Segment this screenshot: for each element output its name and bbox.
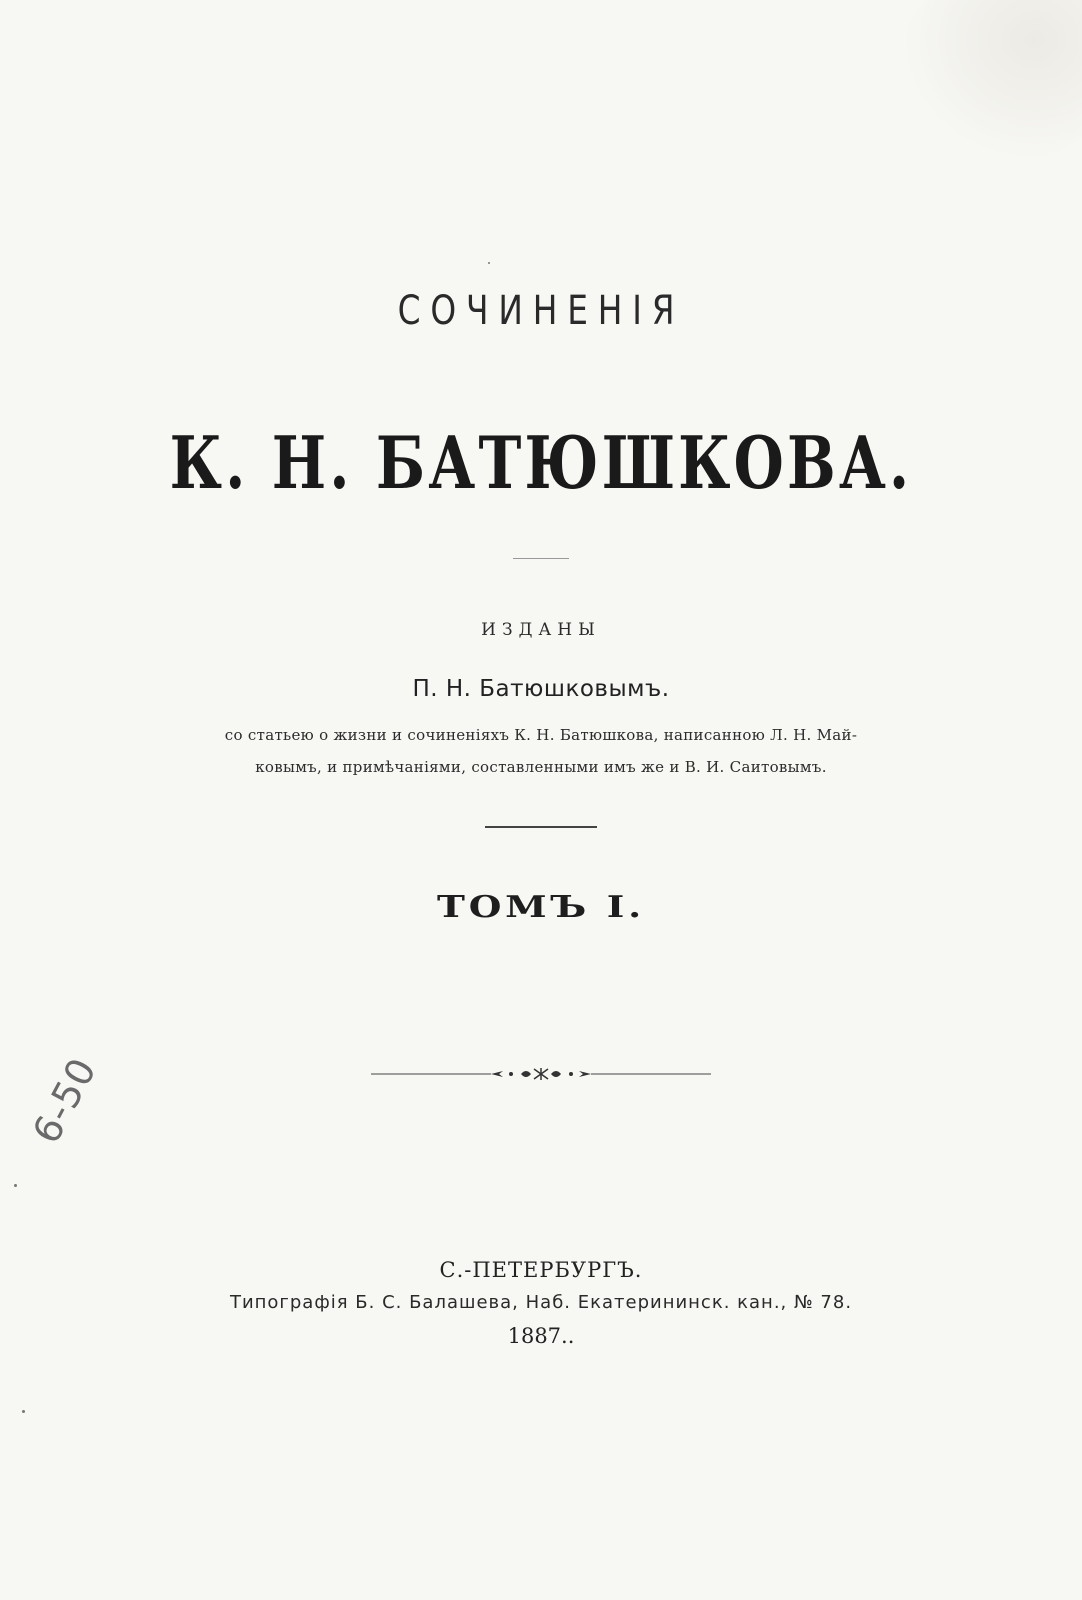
works-heading: СОЧИНЕНІЯ xyxy=(397,288,685,334)
imprint-city: С.-ПЕТЕРБУРГЪ. xyxy=(439,1258,643,1282)
short-rule xyxy=(513,558,569,559)
imprint-year: 1887.. xyxy=(507,1324,575,1348)
paper-speck xyxy=(14,1184,17,1187)
volume-label: ТОМЪ I. xyxy=(437,890,645,925)
author-name: К. Н. БАТЮШКОВА. xyxy=(169,420,913,505)
published-label: ИЗДАНЫ xyxy=(481,620,601,640)
ornament-divider xyxy=(371,1066,711,1082)
article-note-line-1: со статьею о жизни и сочиненіяхъ К. Н. Батюшкова, написанною Л. Н. Май- xyxy=(224,726,858,744)
article-note-line-2: ковымъ, и примѣчаніями, составленными имъ же и В. И. Саитовымъ. xyxy=(255,758,827,776)
imprint-printer: Типографія Б. С. Балашева, Наб. Екатерининск. кан., № 78. xyxy=(229,1292,853,1313)
paper-stain xyxy=(902,0,1082,160)
middle-rule xyxy=(485,826,597,828)
paper-speck xyxy=(22,1410,25,1413)
paper-speck xyxy=(488,262,490,264)
pencil-shelfmark: 6-50 xyxy=(24,1050,106,1151)
publisher-name: П. Н. Батюшковымъ. xyxy=(412,676,670,702)
